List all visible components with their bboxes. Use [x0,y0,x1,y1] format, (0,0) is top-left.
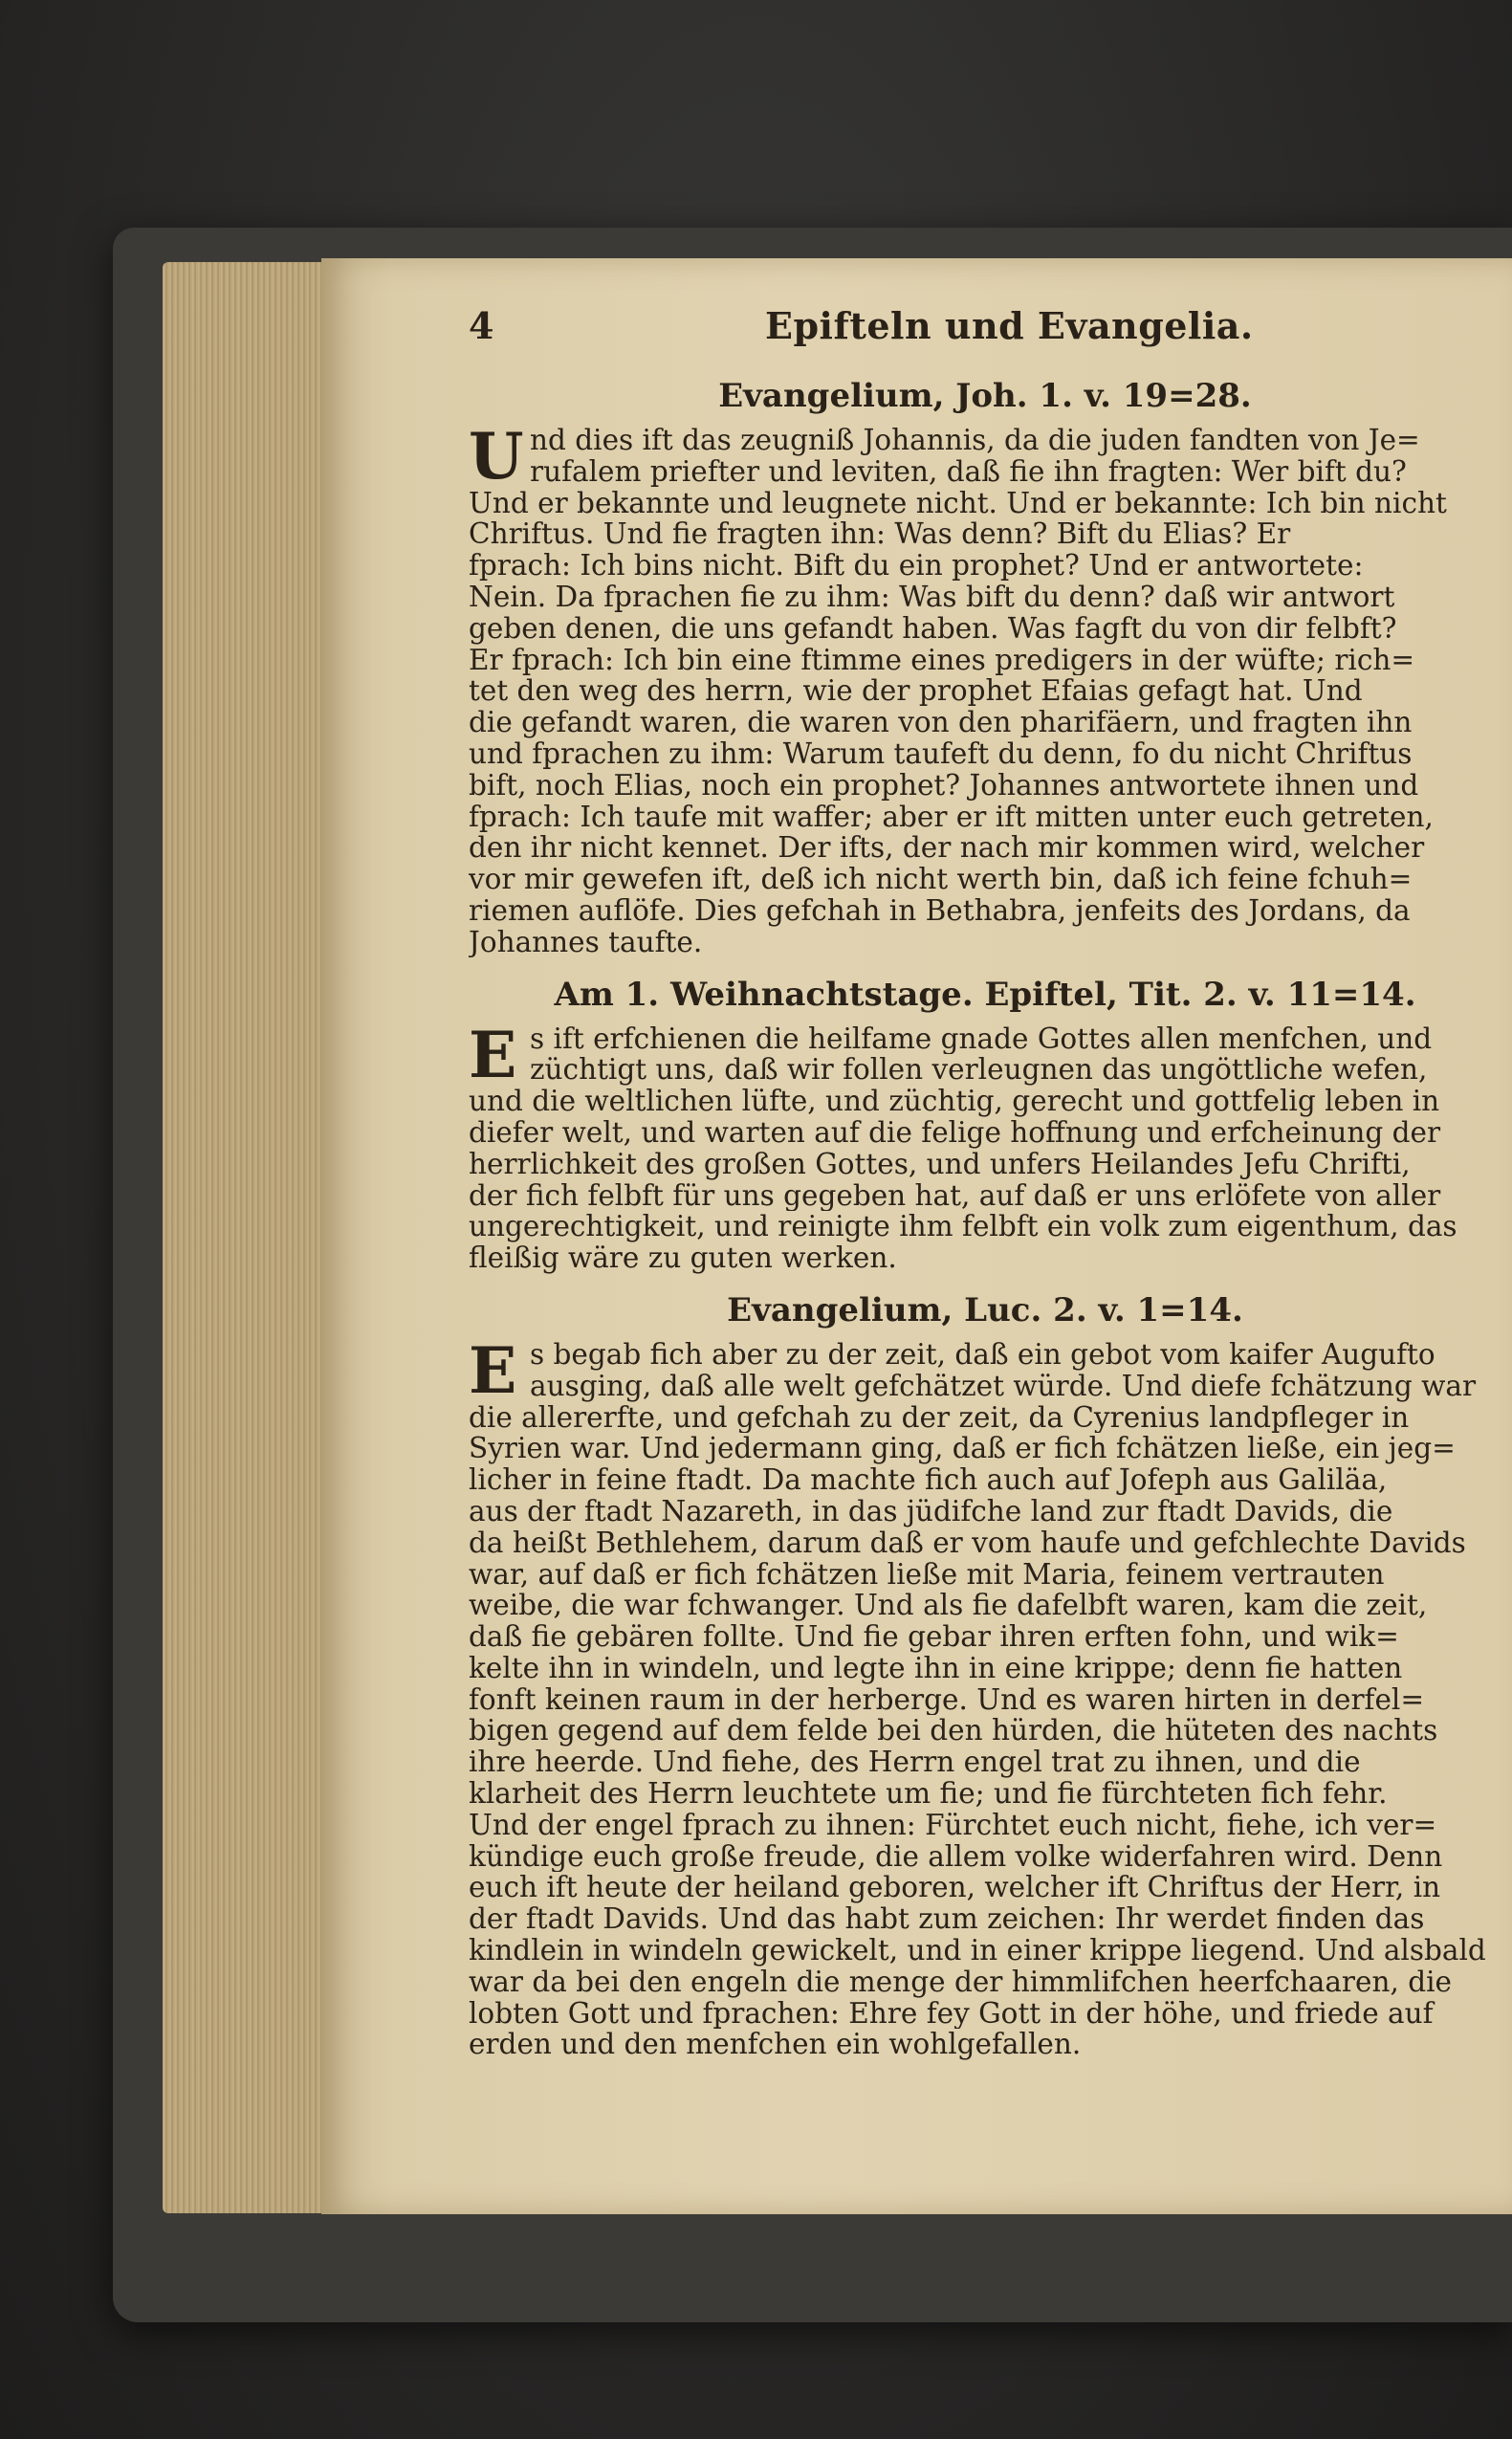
text-line: bigen gegend auf dem felde bei den hürden, die hüteten des nachts [469,1715,1438,1747]
text-line: war da bei den engeln die menge der himmlifchen heerfchaaren, die [469,1966,1453,1998]
text-line: tet den weg des herrn, wie der prophet Efaias gefagt hat. Und [469,675,1363,708]
text-line: licher in feine ftadt. Da machte fich auch auf Jofeph aus Galiläa, [469,1464,1388,1496]
paragraph-evangelium-joh [469,419,1501,958]
text-line: der fich felbft für uns gegeben hat, auf daß er uns erlöfete von aller [469,1179,1441,1212]
text-line: kündige euch große freude, die allem volke widerfahren wird. Denn [469,1840,1443,1873]
text-line: fonft keinen raum in der herberge. Und es waren hirten in derfel= [469,1683,1425,1716]
text-line: lobten Gott und fprachen: Ehre fey Gott in der höhe, und friede auf [469,1997,1434,2030]
section-heading-evangelium-luc: Evangelium, Luc. 2. v. 1=14. [727,1290,1243,1329]
text-line: ausging, daß alle welt gefchätzet würde. Und diefe fchätzung war [530,1370,1477,1402]
paragraph-evangelium-luc [469,1332,1501,2061]
text-line: da heißt Bethlehem, darum daß er vom haufe und gefchlechte Davids [469,1527,1466,1559]
text-line: züchtigt uns, daß wir follen verleugnen das ungöttliche wefen, [530,1054,1428,1087]
text-line: herrlichkeit des großen Gottes, und unfers Heilandes Jefu Chrifti, [469,1148,1411,1180]
text-line: aus der ftadt Nazareth, in das jüdifche land zur ftadt Davids, die [469,1495,1393,1527]
text-line: Syrien war. Und jedermann ging, daß er fich fchätzen ließe, ein jeg= [469,1433,1456,1465]
text-line: Und der engel fprach zu ihnen: Fürchtet euch nicht, fiehe, ich ver= [469,1809,1437,1841]
text-line: fprach: Ich taufe mit waffer; aber er ift mitten unter euch getreten, [469,801,1434,833]
text-line: euch ift heute der heiland geboren, welcher ift Chriftus der Herr, in [469,1872,1441,1904]
initial-letter: E [469,1332,517,1408]
section-heading-weihnachtstag-epistel: Am 1. Weihnachtstage. Epiftel, Tit. 2. v. 11=14. [554,975,1416,1014]
text-line: und fprachen zu ihm: Warum taufeft du denn, fo du nicht Chriftus [469,737,1413,770]
text-line: kelte ihn in windeln, und legte ihn in eine krippe; denn fie hatten [469,1652,1403,1684]
text-line: s begab fich aber zu der zeit, daß ein gebot vom kaifer Augufto [530,1338,1435,1371]
text-line: nd dies ift das zeugniß Johannis, da die juden fandten von Je= [530,425,1420,456]
text-line: klarheit des Herrn leuchtete um fie; und fie fürchteten fich fehr. [469,1778,1388,1810]
text-line: und die weltlichen lüfte, und züchtig, gerecht und gottfelig leben in [469,1086,1440,1117]
text-line: weibe, die war fchwanger. Und als fie dafelbft waren, kam die zeit, [469,1590,1428,1622]
text-line: war, auf daß er fich fchätzen ließe mit Maria, feinem vertrauten [469,1558,1385,1591]
text-line: Er fprach: Ich bin eine ftimme eines predigers in der wüfte; rich= [469,644,1415,676]
page-header [469,304,1512,362]
text-line: die gefandt waren, die waren von den pharifäern, und fragten ihn [469,707,1413,738]
section-heading-evangelium-joh: Evangelium, Joh. 1. v. 19=28. [718,377,1252,415]
text-line: der ftadt Davids. Und das habt zum zeichen: Ihr werdet finden das [469,1903,1425,1936]
text-line: kindlein in windeln gewickelt, und in einer krippe liegend. Und alsbald [469,1935,1486,1967]
text-line: ihre heerde. Und fiehe, des Herrn engel trat zu ihnen, und die [469,1747,1361,1779]
text-line: fleißig wäre zu guten werken. [469,1242,897,1274]
text-line: geben denen, die uns gefandt haben. Was fagft du von dir felbft? [469,612,1397,645]
paragraph-epistel-tit [469,1017,1501,1274]
text-line: bift, noch Elias, noch ein prophet? Johannes antwortete ihnen und [469,769,1419,802]
initial-letter: U [469,419,524,494]
text-block [469,373,1501,2074]
text-line: Und er bekannte und leugnete nicht. Und er bekannte: Ich bin nicht [469,487,1447,519]
text-line: die allererfte, und gefchah zu der zeit, da Cyrenius landpfleger in [469,1401,1410,1434]
text-line: diefer welt, und warten auf die felige hoffnung und erfcheinung der [469,1116,1441,1149]
page-number: 4 [469,304,494,347]
text-line: s ift erfchienen die heilfame gnade Gottes allen menfchen, und [530,1022,1433,1055]
text-line: rufalem priefter und leviten, daß fie ihn fragten: Wer bift du? [530,455,1407,488]
text-line: vor mir gewefen ift, deß ich nicht werth bin, daß ich feine fchuh= [469,864,1413,895]
text-line: daß fie gebären follte. Und fie gebar ihren erften fohn, und wik= [469,1621,1399,1653]
text-line: erden und den menfchen ein wohlgefallen. [469,2029,1082,2061]
running-title: Epifteln und Evangelia. [765,304,1254,347]
text-line: riemen auflöfe. Dies gefchah in Bethabra, jenfeits des Jordans, da [469,894,1411,927]
page-edges [163,262,325,2213]
text-line: Johannes taufte. [469,926,703,958]
initial-letter: E [469,1017,517,1092]
text-line: den ihr nicht kennet. Der ifts, der nach mir kommen wird, welcher [469,832,1425,865]
text-line: Nein. Da fprachen fie zu ihm: Was bift du denn? daß wir antwort [469,581,1395,613]
text-line: Chriftus. Und fie fragten ihn: Was denn? Bift du Elias? Er [469,518,1291,551]
text-line: ungerechtigkeit, und reinigte ihm felbft ein volk zum eigenthum, das [469,1211,1457,1243]
text-line: fprach: Ich bins nicht. Bift du ein prophet? Und er antwortete: [469,550,1364,582]
